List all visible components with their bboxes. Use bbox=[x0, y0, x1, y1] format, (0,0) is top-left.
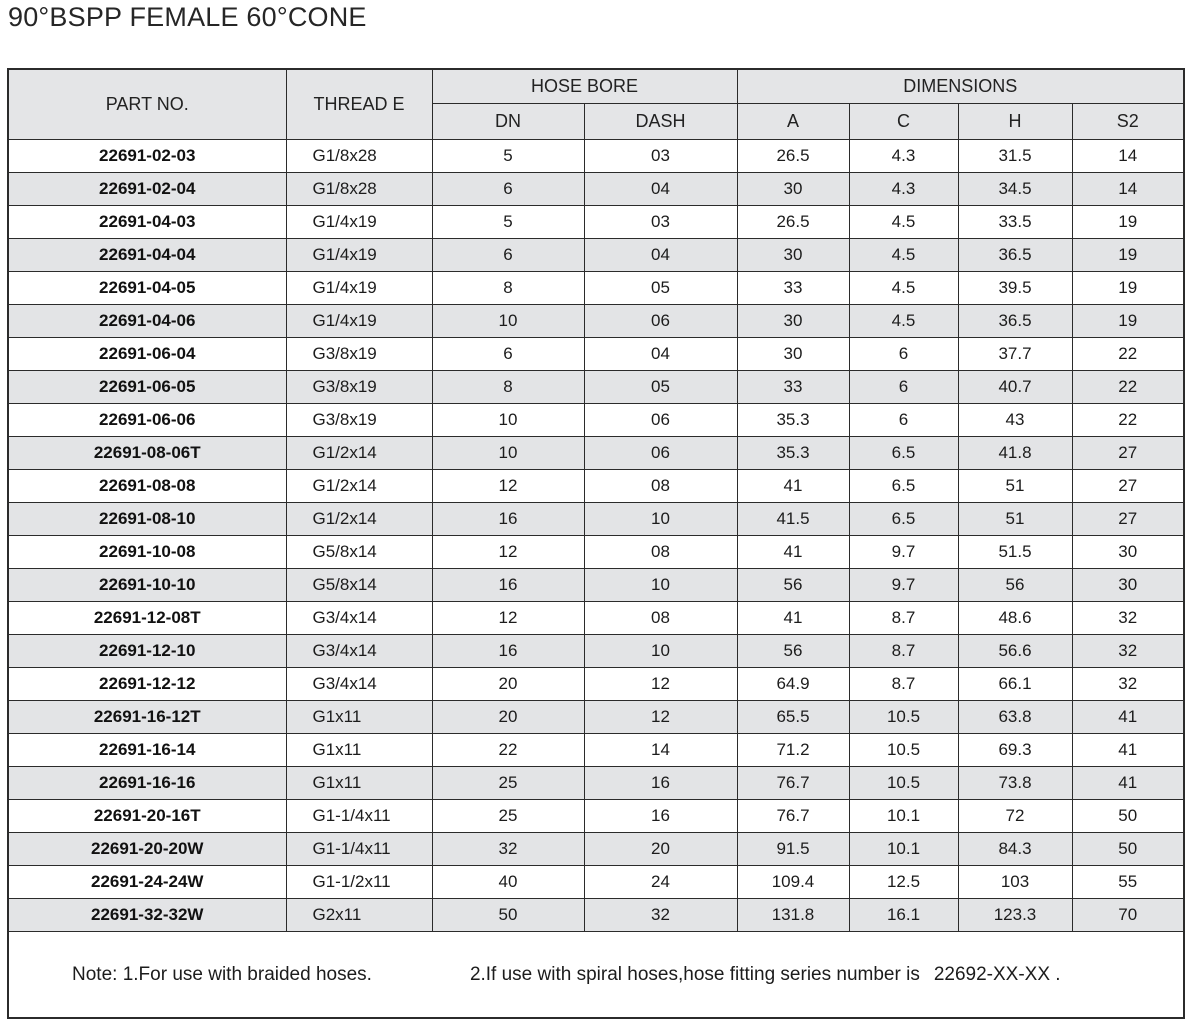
cell-dn: 20 bbox=[432, 701, 584, 734]
cell-h: 84.3 bbox=[958, 833, 1072, 866]
cell-part-no: 22691-06-05 bbox=[8, 371, 286, 404]
table-body bbox=[8, 140, 1184, 932]
table-row bbox=[8, 734, 1184, 767]
cell-part-no: 22691-04-03 bbox=[8, 206, 286, 239]
cell-s2: 19 bbox=[1072, 239, 1184, 272]
table-row bbox=[8, 833, 1184, 866]
spec-table bbox=[7, 68, 1185, 1019]
cell-h: 36.5 bbox=[958, 305, 1072, 338]
table-row bbox=[8, 173, 1184, 206]
cell-dn: 25 bbox=[432, 767, 584, 800]
cell-thread-e: G1/2x14 bbox=[286, 437, 432, 470]
cell-c: 6.5 bbox=[849, 503, 958, 536]
cell-h: 40.7 bbox=[958, 371, 1072, 404]
cell-thread-e: G5/8x14 bbox=[286, 536, 432, 569]
cell-a: 64.9 bbox=[737, 668, 849, 701]
cell-c: 6 bbox=[849, 404, 958, 437]
cell-h: 69.3 bbox=[958, 734, 1072, 767]
cell-s2: 14 bbox=[1072, 140, 1184, 173]
cell-h: 33.5 bbox=[958, 206, 1072, 239]
cell-h: 63.8 bbox=[958, 701, 1072, 734]
cell-part-no: 22691-32-32W bbox=[8, 899, 286, 932]
cell-part-no: 22691-10-08 bbox=[8, 536, 286, 569]
cell-thread-e: G1/8x28 bbox=[286, 140, 432, 173]
cell-dn: 12 bbox=[432, 602, 584, 635]
cell-thread-e: G1/8x28 bbox=[286, 173, 432, 206]
cell-s2: 30 bbox=[1072, 569, 1184, 602]
cell-part-no: 22691-02-04 bbox=[8, 173, 286, 206]
cell-dash: 32 bbox=[584, 899, 737, 932]
cell-part-no: 22691-04-04 bbox=[8, 239, 286, 272]
cell-s2: 22 bbox=[1072, 404, 1184, 437]
cell-dn: 6 bbox=[432, 173, 584, 206]
cell-thread-e: G1x11 bbox=[286, 734, 432, 767]
cell-a: 41 bbox=[737, 536, 849, 569]
cell-part-no: 22691-12-08T bbox=[8, 602, 286, 635]
cell-dn: 12 bbox=[432, 536, 584, 569]
cell-c: 12.5 bbox=[849, 866, 958, 899]
cell-c: 4.5 bbox=[849, 272, 958, 305]
page-title: 90°BSPP FEMALE 60°CONE bbox=[8, 2, 367, 32]
cell-s2: 32 bbox=[1072, 602, 1184, 635]
cell-dn: 16 bbox=[432, 635, 584, 668]
cell-a: 33 bbox=[737, 272, 849, 305]
table-row bbox=[8, 338, 1184, 371]
cell-c: 8.7 bbox=[849, 635, 958, 668]
cell-dn: 16 bbox=[432, 569, 584, 602]
cell-c: 6 bbox=[849, 338, 958, 371]
cell-c: 10.5 bbox=[849, 767, 958, 800]
table-row bbox=[8, 635, 1184, 668]
cell-dash: 12 bbox=[584, 668, 737, 701]
table-row bbox=[8, 602, 1184, 635]
cell-part-no: 22691-20-16T bbox=[8, 800, 286, 833]
cell-a: 41 bbox=[737, 470, 849, 503]
col-header-h: H bbox=[958, 104, 1072, 140]
cell-c: 10.1 bbox=[849, 833, 958, 866]
cell-dn: 6 bbox=[432, 239, 584, 272]
col-header-dn: DN bbox=[432, 104, 584, 140]
cell-a: 35.3 bbox=[737, 437, 849, 470]
cell-a: 26.5 bbox=[737, 206, 849, 239]
cell-part-no: 22691-04-05 bbox=[8, 272, 286, 305]
cell-a: 33 bbox=[737, 371, 849, 404]
cell-s2: 19 bbox=[1072, 206, 1184, 239]
cell-s2: 19 bbox=[1072, 272, 1184, 305]
cell-part-no: 22691-16-16 bbox=[8, 767, 286, 800]
table-row bbox=[8, 272, 1184, 305]
note-text-2: 2.If use with spiral hoses,hose fitting series number is bbox=[469, 963, 920, 985]
cell-h: 51 bbox=[958, 470, 1072, 503]
col-header-s2: S2 bbox=[1072, 104, 1184, 140]
cell-c: 4.3 bbox=[849, 173, 958, 206]
cell-dash: 10 bbox=[584, 635, 737, 668]
cell-c: 4.5 bbox=[849, 206, 958, 239]
table-header bbox=[8, 69, 1184, 140]
cell-h: 73.8 bbox=[958, 767, 1072, 800]
cell-thread-e: G1x11 bbox=[286, 701, 432, 734]
col-header-dash: DASH bbox=[584, 104, 737, 140]
cell-part-no: 22691-12-10 bbox=[8, 635, 286, 668]
cell-dash: 12 bbox=[584, 701, 737, 734]
table-row bbox=[8, 767, 1184, 800]
cell-s2: 41 bbox=[1072, 767, 1184, 800]
cell-dn: 8 bbox=[432, 272, 584, 305]
table-row bbox=[8, 503, 1184, 536]
cell-s2: 27 bbox=[1072, 470, 1184, 503]
cell-a: 56 bbox=[737, 569, 849, 602]
cell-s2: 19 bbox=[1072, 305, 1184, 338]
table-row bbox=[8, 701, 1184, 734]
cell-part-no: 22691-16-12T bbox=[8, 701, 286, 734]
table-row bbox=[8, 800, 1184, 833]
cell-c: 6.5 bbox=[849, 437, 958, 470]
cell-a: 131.8 bbox=[737, 899, 849, 932]
table-row bbox=[8, 305, 1184, 338]
cell-dn: 10 bbox=[432, 404, 584, 437]
cell-dash: 08 bbox=[584, 470, 737, 503]
cell-s2: 14 bbox=[1072, 173, 1184, 206]
cell-h: 39.5 bbox=[958, 272, 1072, 305]
cell-c: 16.1 bbox=[849, 899, 958, 932]
cell-thread-e: G1/4x19 bbox=[286, 305, 432, 338]
cell-c: 10.5 bbox=[849, 701, 958, 734]
cell-dn: 10 bbox=[432, 305, 584, 338]
cell-thread-e: G1-1/2x11 bbox=[286, 866, 432, 899]
cell-dash: 16 bbox=[584, 800, 737, 833]
cell-dn: 16 bbox=[432, 503, 584, 536]
cell-c: 4.5 bbox=[849, 239, 958, 272]
cell-part-no: 22691-08-10 bbox=[8, 503, 286, 536]
cell-dash: 10 bbox=[584, 503, 737, 536]
cell-a: 26.5 bbox=[737, 140, 849, 173]
col-header-a: A bbox=[737, 104, 849, 140]
cell-part-no: 22691-16-14 bbox=[8, 734, 286, 767]
col-header-c: C bbox=[849, 104, 958, 140]
cell-dash: 08 bbox=[584, 602, 737, 635]
table-row bbox=[8, 239, 1184, 272]
cell-dn: 50 bbox=[432, 899, 584, 932]
table-row bbox=[8, 899, 1184, 932]
cell-h: 43 bbox=[958, 404, 1072, 437]
table-row bbox=[8, 866, 1184, 899]
col-header-thread-e: THREAD E bbox=[286, 69, 432, 140]
cell-dash: 05 bbox=[584, 371, 737, 404]
col-group-hose-bore: HOSE BORE bbox=[432, 69, 737, 104]
cell-dn: 40 bbox=[432, 866, 584, 899]
cell-s2: 50 bbox=[1072, 833, 1184, 866]
cell-c: 4.5 bbox=[849, 305, 958, 338]
cell-c: 9.7 bbox=[849, 569, 958, 602]
cell-a: 71.2 bbox=[737, 734, 849, 767]
cell-a: 41 bbox=[737, 602, 849, 635]
cell-thread-e: G1x11 bbox=[286, 767, 432, 800]
cell-a: 76.7 bbox=[737, 767, 849, 800]
cell-h: 48.6 bbox=[958, 602, 1072, 635]
table-row bbox=[8, 536, 1184, 569]
cell-a: 91.5 bbox=[737, 833, 849, 866]
cell-a: 30 bbox=[737, 305, 849, 338]
col-group-dimensions: DIMENSIONS bbox=[737, 69, 1184, 104]
cell-part-no: 22691-08-08 bbox=[8, 470, 286, 503]
cell-dash: 03 bbox=[584, 206, 737, 239]
cell-h: 36.5 bbox=[958, 239, 1072, 272]
cell-dn: 6 bbox=[432, 338, 584, 371]
table-row bbox=[8, 470, 1184, 503]
cell-dash: 20 bbox=[584, 833, 737, 866]
cell-s2: 30 bbox=[1072, 536, 1184, 569]
cell-a: 76.7 bbox=[737, 800, 849, 833]
cell-s2: 27 bbox=[1072, 437, 1184, 470]
col-header-part-no: PART NO. bbox=[8, 69, 286, 140]
cell-h: 72 bbox=[958, 800, 1072, 833]
cell-h: 56 bbox=[958, 569, 1072, 602]
cell-h: 103 bbox=[958, 866, 1072, 899]
cell-dash: 05 bbox=[584, 272, 737, 305]
cell-dn: 8 bbox=[432, 371, 584, 404]
cell-thread-e: G1/4x19 bbox=[286, 239, 432, 272]
cell-dash: 04 bbox=[584, 338, 737, 371]
cell-c: 6 bbox=[849, 371, 958, 404]
cell-part-no: 22691-06-06 bbox=[8, 404, 286, 437]
cell-dash: 08 bbox=[584, 536, 737, 569]
cell-h: 41.8 bbox=[958, 437, 1072, 470]
cell-h: 66.1 bbox=[958, 668, 1072, 701]
cell-c: 8.7 bbox=[849, 602, 958, 635]
cell-part-no: 22691-20-20W bbox=[8, 833, 286, 866]
cell-thread-e: G1/2x14 bbox=[286, 503, 432, 536]
cell-dn: 20 bbox=[432, 668, 584, 701]
cell-part-no: 22691-08-06T bbox=[8, 437, 286, 470]
cell-c: 6.5 bbox=[849, 470, 958, 503]
cell-c: 9.7 bbox=[849, 536, 958, 569]
cell-dash: 03 bbox=[584, 140, 737, 173]
cell-a: 56 bbox=[737, 635, 849, 668]
cell-thread-e: G3/4x14 bbox=[286, 635, 432, 668]
cell-dash: 04 bbox=[584, 173, 737, 206]
cell-thread-e: G2x11 bbox=[286, 899, 432, 932]
cell-thread-e: G3/8x19 bbox=[286, 404, 432, 437]
cell-thread-e: G3/8x19 bbox=[286, 371, 432, 404]
table-row bbox=[8, 569, 1184, 602]
cell-s2: 27 bbox=[1072, 503, 1184, 536]
cell-dn: 12 bbox=[432, 470, 584, 503]
cell-thread-e: G3/4x14 bbox=[286, 602, 432, 635]
cell-s2: 22 bbox=[1072, 338, 1184, 371]
cell-dn: 5 bbox=[432, 140, 584, 173]
note-cell bbox=[8, 932, 1184, 1019]
cell-part-no: 22691-12-12 bbox=[8, 668, 286, 701]
cell-h: 34.5 bbox=[958, 173, 1072, 206]
table-footer bbox=[8, 932, 1184, 1019]
table-row bbox=[8, 371, 1184, 404]
cell-dn: 22 bbox=[432, 734, 584, 767]
cell-h: 51 bbox=[958, 503, 1072, 536]
cell-thread-e: G1/2x14 bbox=[286, 470, 432, 503]
note-row bbox=[8, 932, 1184, 1019]
cell-thread-e: G5/8x14 bbox=[286, 569, 432, 602]
cell-c: 8.7 bbox=[849, 668, 958, 701]
cell-h: 56.6 bbox=[958, 635, 1072, 668]
cell-a: 30 bbox=[737, 239, 849, 272]
cell-dash: 14 bbox=[584, 734, 737, 767]
cell-a: 65.5 bbox=[737, 701, 849, 734]
cell-a: 30 bbox=[737, 338, 849, 371]
cell-dash: 10 bbox=[584, 569, 737, 602]
cell-dash: 24 bbox=[584, 866, 737, 899]
header-group-row bbox=[8, 69, 1184, 104]
cell-dn: 32 bbox=[432, 833, 584, 866]
cell-a: 41.5 bbox=[737, 503, 849, 536]
table-row bbox=[8, 668, 1184, 701]
cell-dash: 04 bbox=[584, 239, 737, 272]
cell-h: 31.5 bbox=[958, 140, 1072, 173]
cell-thread-e: G1/4x19 bbox=[286, 272, 432, 305]
cell-s2: 41 bbox=[1072, 734, 1184, 767]
cell-s2: 32 bbox=[1072, 635, 1184, 668]
cell-h: 51.5 bbox=[958, 536, 1072, 569]
cell-thread-e: G3/8x19 bbox=[286, 338, 432, 371]
cell-part-no: 22691-24-24W bbox=[8, 866, 286, 899]
cell-thread-e: G1-1/4x11 bbox=[286, 800, 432, 833]
table-row bbox=[8, 206, 1184, 239]
cell-h: 37.7 bbox=[958, 338, 1072, 371]
cell-h: 123.3 bbox=[958, 899, 1072, 932]
table-row bbox=[8, 437, 1184, 470]
cell-thread-e: G1-1/4x11 bbox=[286, 833, 432, 866]
cell-part-no: 22691-06-04 bbox=[8, 338, 286, 371]
cell-dn: 5 bbox=[432, 206, 584, 239]
cell-a: 35.3 bbox=[737, 404, 849, 437]
table-row bbox=[8, 140, 1184, 173]
cell-thread-e: G3/4x14 bbox=[286, 668, 432, 701]
cell-part-no: 22691-02-03 bbox=[8, 140, 286, 173]
cell-a: 30 bbox=[737, 173, 849, 206]
table-row bbox=[8, 404, 1184, 437]
cell-dash: 06 bbox=[584, 305, 737, 338]
cell-s2: 41 bbox=[1072, 701, 1184, 734]
cell-c: 4.3 bbox=[849, 140, 958, 173]
cell-dash: 16 bbox=[584, 767, 737, 800]
cell-part-no: 22691-10-10 bbox=[8, 569, 286, 602]
cell-dash: 06 bbox=[584, 404, 737, 437]
cell-dn: 25 bbox=[432, 800, 584, 833]
note-text-1: Note: 1.For use with braided hoses. bbox=[72, 963, 372, 985]
cell-s2: 32 bbox=[1072, 668, 1184, 701]
note-series-number: 22692-XX-XX . bbox=[933, 963, 1061, 985]
cell-s2: 50 bbox=[1072, 800, 1184, 833]
cell-s2: 22 bbox=[1072, 371, 1184, 404]
cell-c: 10.5 bbox=[849, 734, 958, 767]
cell-a: 109.4 bbox=[737, 866, 849, 899]
cell-dash: 06 bbox=[584, 437, 737, 470]
cell-s2: 70 bbox=[1072, 899, 1184, 932]
cell-c: 10.1 bbox=[849, 800, 958, 833]
cell-dn: 10 bbox=[432, 437, 584, 470]
cell-part-no: 22691-04-06 bbox=[8, 305, 286, 338]
cell-thread-e: G1/4x19 bbox=[286, 206, 432, 239]
cell-s2: 55 bbox=[1072, 866, 1184, 899]
